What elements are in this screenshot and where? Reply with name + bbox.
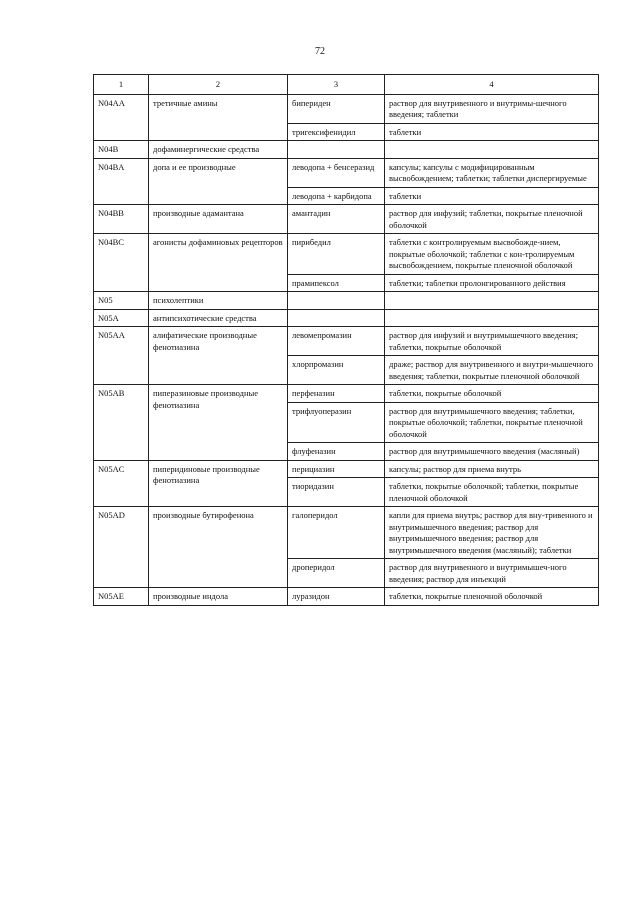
group-name-cell: антипсихотические средства — [149, 309, 288, 327]
dosage-form-cell: капли для приема внутрь; раствор для вну-тривенного и внутримышечного введения; раствор для внутримышечного введения; раствор для внутримышечного введения (масляный); таблетки — [385, 507, 599, 559]
group-name-cell: алифатические производные фенотиазина — [149, 327, 288, 385]
table-row — [94, 205, 599, 234]
group-name-cell: дофаминергические средства — [149, 141, 288, 159]
drug-name-cell: дроперидол — [288, 559, 385, 588]
atc-code-cell: N04B — [94, 141, 149, 159]
dosage-form-cell: таблетки — [385, 123, 599, 141]
group-name-cell: третичные амины — [149, 94, 288, 141]
group-name-cell: производные бутирофенона — [149, 507, 288, 588]
atc-code-cell: N05AD — [94, 507, 149, 588]
drug-table — [93, 74, 599, 606]
drug-name-cell: луразидон — [288, 588, 385, 606]
drug-name-cell: левомепромазин — [288, 327, 385, 356]
column-header-2: 2 — [149, 75, 288, 95]
drug-name-cell: прамипексол — [288, 274, 385, 292]
table-row — [94, 588, 599, 606]
atc-code-cell: N05AA — [94, 327, 149, 385]
drug-name-cell: перфеназин — [288, 385, 385, 403]
column-header-3: 3 — [288, 75, 385, 95]
dosage-form-cell: таблетки, покрытые оболочкой — [385, 385, 599, 403]
table-row — [94, 141, 599, 159]
atc-code-cell: N05AB — [94, 385, 149, 461]
dosage-form-cell: таблетки; таблетки пролонгированного действия — [385, 274, 599, 292]
table-body — [94, 94, 599, 605]
table-header-row — [94, 75, 599, 95]
drug-name-cell: трифлуоперазин — [288, 402, 385, 443]
dosage-form-cell: раствор для внутривенного и внутримы-шечного введения; таблетки — [385, 94, 599, 123]
atc-code-cell: N05AC — [94, 460, 149, 507]
atc-code-cell: N05AE — [94, 588, 149, 606]
dosage-form-cell: капсулы; капсулы с модифицированным высвобождением; таблетки; таблетки диспергируемые — [385, 158, 599, 187]
drug-name-cell: леводопа + бенсеразид — [288, 158, 385, 187]
dosage-form-cell: раствор для внутривенного и внутримышеч-ного введения; раствор для инъекций — [385, 559, 599, 588]
group-name-cell: агонисты дофаминовых рецепторов — [149, 234, 288, 292]
atc-code-cell: N05A — [94, 309, 149, 327]
drug-name-cell: пирибедил — [288, 234, 385, 275]
drug-name-cell: леводопа + карбидопа — [288, 187, 385, 205]
table-row — [94, 234, 599, 275]
dosage-form-cell: раствор для инфузий; таблетки, покрытые пленочной оболочкой — [385, 205, 599, 234]
table-row — [94, 385, 599, 403]
dosage-form-cell: драже; раствор для внутривенного и внутри-мышечного введения; таблетки, покрытые пленочной оболочкой — [385, 356, 599, 385]
column-header-4: 4 — [385, 75, 599, 95]
dosage-form-cell: раствор для внутримышечного введения (масляный) — [385, 443, 599, 461]
dosage-form-cell: таблетки — [385, 187, 599, 205]
column-header-1: 1 — [94, 75, 149, 95]
drug-name-cell: хлорпромазин — [288, 356, 385, 385]
drug-name-cell — [288, 309, 385, 327]
drug-name-cell: амантадин — [288, 205, 385, 234]
atc-code-cell: N04BB — [94, 205, 149, 234]
drug-name-cell — [288, 292, 385, 310]
table-row — [94, 292, 599, 310]
group-name-cell: производные адамантана — [149, 205, 288, 234]
table-row — [94, 460, 599, 478]
group-name-cell: производные индола — [149, 588, 288, 606]
dosage-form-cell: таблетки, покрытые пленочной оболочкой — [385, 588, 599, 606]
dosage-form-cell — [385, 292, 599, 310]
dosage-form-cell: раствор для внутримышечного введения; таблетки, покрытые оболочкой; таблетки, покрытые пленочной оболочкой — [385, 402, 599, 443]
atc-code-cell: N04BA — [94, 158, 149, 205]
atc-code-cell: N05 — [94, 292, 149, 310]
dosage-form-cell — [385, 309, 599, 327]
drug-name-cell: тригексифенидил — [288, 123, 385, 141]
dosage-form-cell: капсулы; раствор для приема внутрь — [385, 460, 599, 478]
group-name-cell: пиперазиновые производные фенотиазина — [149, 385, 288, 461]
drug-name-cell: тиоридазин — [288, 478, 385, 507]
atc-code-cell: N04AA — [94, 94, 149, 141]
table-row — [94, 309, 599, 327]
drug-name-cell: галоперидол — [288, 507, 385, 559]
dosage-form-cell: таблетки, покрытые оболочкой; таблетки, покрытые пленочной оболочкой — [385, 478, 599, 507]
atc-code-cell: N04BC — [94, 234, 149, 292]
drug-name-cell: перициазин — [288, 460, 385, 478]
drug-name-cell: флуфеназин — [288, 443, 385, 461]
group-name-cell: психолептики — [149, 292, 288, 310]
dosage-form-cell: таблетки с контролируемым высвобожде-нием, покрытые оболочкой; таблетки с кон-тролируемым высвобождением, покрытые пленочной оболочкой — [385, 234, 599, 275]
table-row — [94, 507, 599, 559]
drug-name-cell — [288, 141, 385, 159]
group-name-cell: допа и ее производные — [149, 158, 288, 205]
group-name-cell: пиперидиновые производные фенотиазина — [149, 460, 288, 507]
dosage-form-cell: раствор для инфузий и внутримышечного введения; таблетки, покрытые оболочкой — [385, 327, 599, 356]
drug-name-cell: бипериден — [288, 94, 385, 123]
table-row — [94, 327, 599, 356]
table-row — [94, 158, 599, 187]
page-number: 72 — [315, 46, 325, 57]
table-row — [94, 94, 599, 123]
dosage-form-cell — [385, 141, 599, 159]
